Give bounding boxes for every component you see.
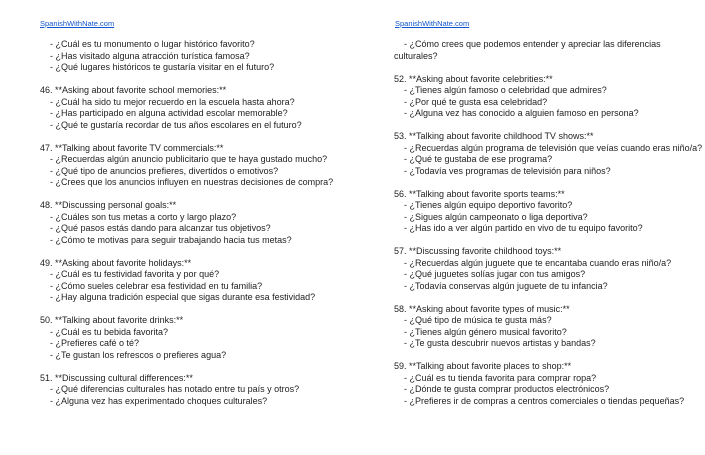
question-list	[394, 85, 684, 120]
section-59	[394, 361, 684, 407]
question-item: - ¿Prefieres ir de compras a centros comerciales o tiendas pequeñas?	[404, 395, 685, 406]
section-heading: 56. **Talking about favorite sports teams:**	[394, 188, 565, 199]
question-list	[394, 142, 703, 178]
section-heading: 51. **Discussing cultural differences:**	[40, 372, 193, 383]
question-list	[394, 258, 684, 293]
question-continuation: culturales?	[394, 50, 438, 61]
question-item: - ¿Alguna vez has experimentado choques culturales?	[50, 395, 268, 406]
question-item: - ¿Cuáles son tus metas a corto y largo plazo?	[50, 211, 237, 222]
question-item: - ¿Recuerdas algún juguete que te encantaba cuando eras niño/a?	[404, 257, 672, 268]
question-list	[40, 212, 330, 247]
question-item: - ¿Qué te gustaba de ese programa?	[404, 154, 553, 164]
question-item: - ¿Crees que los anuncios influyen en nuestras decisiones de compra?	[50, 177, 334, 187]
section-53	[394, 131, 703, 177]
question-item: - ¿Todavía ves programas de televisión para niños?	[404, 165, 611, 176]
site-link[interactable]: SpanishWithNate.com	[40, 19, 115, 28]
section-46	[40, 85, 330, 131]
question-item: - ¿Te gusta descubrir nuevos artistas y bandas?	[404, 338, 596, 348]
question-item: - ¿Te gustan los refrescos o prefieres agua?	[50, 349, 227, 360]
question-item: - ¿Cuál ha sido tu mejor recuerdo en la escuela hasta ahora?	[50, 96, 295, 107]
question-list	[394, 200, 684, 235]
question-item: - ¿Cómo crees que podemos entender y apreciar las diferencias	[404, 39, 661, 49]
question-item: - ¿Cuál es tu bebida favorita?	[50, 326, 169, 337]
question-item: - ¿Qué tipo de anuncios prefieres, divertidos o emotivos?	[50, 165, 279, 176]
question-list	[394, 315, 684, 350]
section-51	[40, 373, 330, 408]
page-content	[394, 39, 703, 419]
section-heading: 58. **Asking about favorite types of music:**	[394, 303, 570, 314]
question-item: - ¿Dónde te gusta comprar productos electrónicos?	[404, 384, 610, 394]
question-item: - ¿Qué pasos estás dando para alcanzar tus objetivos?	[50, 223, 271, 233]
question-item: - ¿Qué tipo de música te gusta más?	[404, 315, 552, 325]
section-heading: 47. **Talking about favorite TV commercials:**	[40, 142, 224, 153]
section-56	[394, 189, 684, 235]
question-item: - ¿Hay alguna tradición especial que sigas durante esa festividad?	[50, 292, 316, 302]
question-item: - ¿Por qué te gusta esa celebridad?	[404, 96, 548, 107]
question-item: - ¿Cómo te motivas para seguir trabajando hacia tus metas?	[50, 234, 292, 245]
question-item: - ¿Cuál es tu festividad favorita y por qué?	[50, 269, 220, 279]
section-48	[40, 200, 330, 246]
section-58	[394, 304, 684, 350]
section-heading: 49. **Asking about favorite holidays:**	[40, 257, 192, 268]
question-item: - ¿Cuál es tu tienda favorita para comprar ropa?	[404, 372, 597, 383]
section-49	[40, 258, 330, 304]
question-item: - ¿Sigues algún campeonato o liga deportiva?	[404, 211, 588, 222]
question-item: - ¿Tienes algún género musical favorito?	[404, 326, 567, 337]
question-list	[394, 373, 684, 408]
section-52	[394, 74, 684, 120]
question-list	[40, 39, 330, 74]
right-page	[354, 0, 703, 455]
question-item: - ¿Has participado en alguna actividad escolar memorable?	[50, 108, 288, 118]
question-item: - ¿Qué lugares históricos te gustaría visitar en el futuro?	[50, 62, 275, 72]
section-heading: 57. **Discussing favorite childhood toys:**	[394, 246, 562, 256]
question-item: - ¿Qué diferencias culturales has notado entre tu país y otros?	[50, 384, 300, 394]
section-heading: 52. **Asking about favorite celebrities:**	[394, 73, 553, 84]
carryover-questions	[40, 39, 330, 74]
section-heading: 50. **Talking about favorite drinks:**	[40, 315, 184, 325]
question-list	[394, 39, 684, 62]
section-heading: 59. **Talking about favorite places to shop:**	[394, 361, 572, 371]
question-item: - ¿Recuerdas algún anuncio publicitario que te haya gustado mucho?	[50, 154, 328, 164]
question-item: - ¿Tienes algún equipo deportivo favorito?	[404, 200, 573, 210]
section-heading: 48. **Discussing personal goals:**	[40, 200, 177, 210]
question-item: - ¿Qué juguetes solías jugar con tus amigos?	[404, 269, 586, 279]
question-list	[40, 154, 334, 189]
site-link[interactable]: SpanishWithNate.com	[395, 19, 470, 28]
section-47	[40, 142, 334, 189]
page-content	[40, 39, 334, 419]
section-57	[394, 246, 684, 292]
question-item: - ¿Has visitado alguna atracción turística famosa?	[50, 50, 250, 61]
question-list	[40, 327, 330, 362]
question-list	[40, 97, 330, 132]
question-list	[40, 384, 330, 407]
question-item: - ¿Tienes algún famoso o celebridad que admires?	[404, 85, 607, 95]
section-50	[40, 315, 330, 361]
section-heading: 53. **Talking about favorite childhood TV shows:**	[394, 131, 594, 141]
question-list	[40, 269, 330, 304]
carryover-questions	[394, 39, 684, 62]
question-item: - ¿Todavía conservas algún juguete de tu infancia?	[404, 280, 608, 291]
question-item: - ¿Alguna vez has conocido a alguien famoso en persona?	[404, 108, 639, 118]
question-item: - ¿Qué te gustaría recordar de tus años escolares en el futuro?	[50, 119, 302, 130]
question-item: - ¿Cuál es tu monumento o lugar histórico favorito?	[50, 39, 255, 49]
question-item: - ¿Recuerdas algún programa de televisión que veías cuando eras niño/a?	[404, 142, 703, 153]
left-page	[0, 0, 340, 455]
question-item: - ¿Has ido a ver algún partido en vivo de tu equipo favorito?	[404, 223, 643, 233]
section-heading: 46. **Asking about favorite school memories:**	[40, 85, 227, 95]
question-item: - ¿Cómo sueles celebrar esa festividad en tu familia?	[50, 280, 263, 291]
question-item: - ¿Prefieres café o té?	[50, 338, 140, 348]
